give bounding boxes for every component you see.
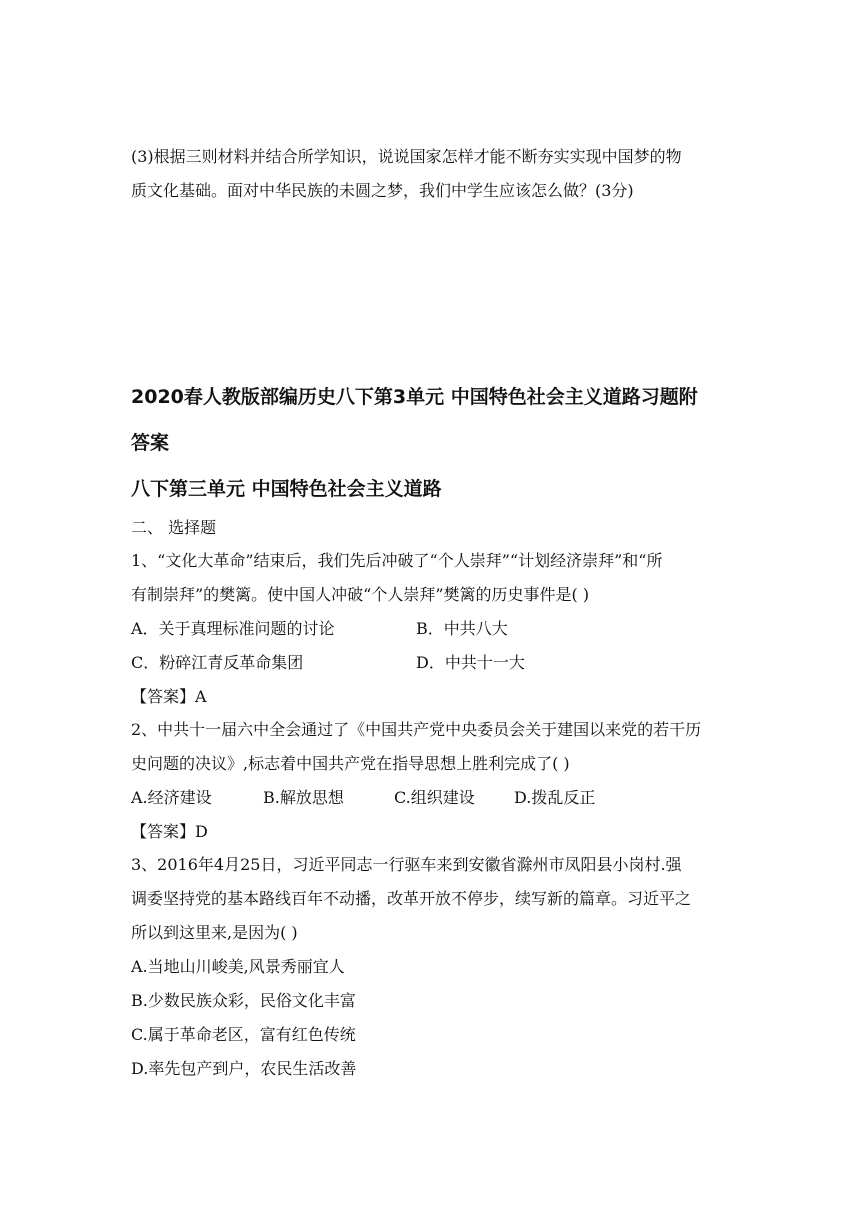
document-title-line-1: 2020春人教版部编历史八下第3单元 中国特色社会主义道路习题附 — [131, 386, 698, 408]
q2-answer: 【答案】D — [131, 822, 208, 841]
q3-option-b: B.少数民族众彩，民俗文化丰富 — [131, 991, 356, 1010]
unit-title: 八下第三单元 中国特色社会主义道路 — [131, 478, 442, 500]
q1-stem-line-1: 1、“文化大革命”结束后，我们先后冲破了“个人崇拜”“计划经济崇拜”和“所 — [131, 551, 663, 570]
intro-question-line-2: 质文化基础。面对中华民族的未圆之梦，我们中学生应该怎么做？(3分) — [131, 181, 634, 200]
q1-option-c: C．粉碎江青反革命集团 — [131, 653, 304, 672]
q1-option-b: B．中共八大 — [416, 619, 508, 638]
q3-option-a: A.当地山川峻美,风景秀丽宜人 — [131, 957, 345, 976]
q3-option-c: C.属于革命老区，富有红色传统 — [131, 1025, 356, 1044]
document-title-line-2: 答案 — [131, 432, 170, 454]
q2-option-c: C.组织建设 — [394, 788, 475, 807]
q1-answer: 【答案】A — [131, 687, 207, 706]
q1-stem-line-2: 有制崇拜”的樊篱。使中国人冲破“个人崇拜”樊篱的历史事件是( ) — [131, 585, 590, 604]
q3-stem-line-1: 3、2016年4月25日，习近平同志一行驱车来到安徽省滁州市凤阳县小岗村.强 — [131, 855, 682, 874]
q1-option-a: A．关于真理标准问题的讨论 — [131, 619, 335, 638]
q3-option-d: D.率先包产到户，农民生活改善 — [131, 1059, 357, 1078]
q2-option-a: A.经济建设 — [131, 788, 212, 807]
intro-question-line-1: (3)根据三则材料并结合所学知识，说说国家怎样才能不断夯实实现中国梦的物 — [131, 147, 682, 166]
q2-stem-line-1: 2、中共十一届六中全会通过了《中国共产党中央委员会关于建国以来党的若干历 — [131, 720, 702, 739]
q2-stem-line-2: 史问题的决议》,标志着中国共产党在指导思想上胜利完成了( ) — [131, 754, 570, 773]
q3-stem-line-2: 调委坚持党的基本路线百年不动播，改革开放不停步，续写新的篇章。习近平之 — [131, 889, 692, 908]
q2-option-d: D.拨乱反正 — [514, 788, 596, 807]
q1-option-d: D．中共十一大 — [416, 653, 525, 672]
q3-stem-line-3: 所以到这里来,是因为( ) — [131, 923, 298, 942]
section-label: 二、 选择题 — [131, 518, 217, 537]
q2-option-b: B.解放思想 — [263, 788, 344, 807]
